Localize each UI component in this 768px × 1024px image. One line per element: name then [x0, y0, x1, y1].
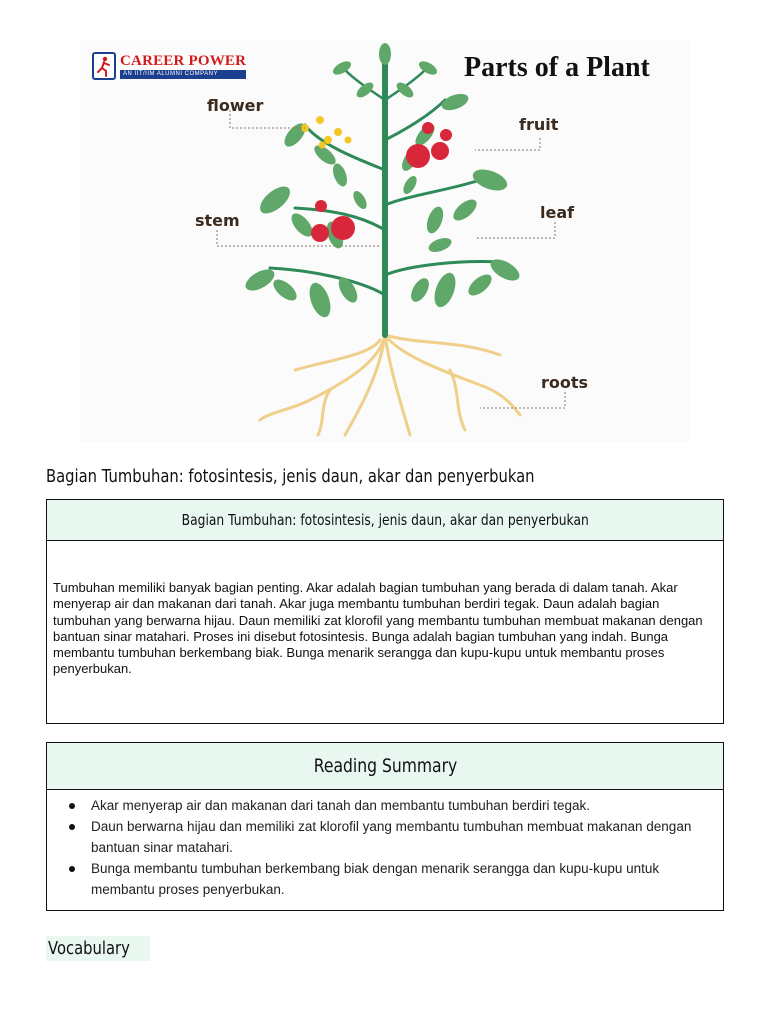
label-stem: stem — [195, 211, 240, 230]
plant-illustration — [80, 40, 690, 442]
label-fruit: fruit — [519, 115, 559, 134]
bullet-icon — [69, 866, 75, 872]
career-power-logo — [92, 52, 246, 80]
runner-logo-icon — [92, 52, 116, 80]
roots-drawing — [260, 335, 520, 435]
passage-box-title: Bagian Tumbuhan: fotosintesis, jenis daun, akar dan penyerbukan — [181, 511, 589, 529]
bullet-icon — [69, 803, 75, 809]
diagram-title: Parts of a Plant — [464, 52, 650, 83]
summary-item: Akar menyerap air dan makanan dari tanah dan membantu tumbuhan berdiri tegak. — [47, 795, 723, 816]
vocabulary-heading: Vocabulary — [46, 936, 150, 961]
label-leaf: leaf — [540, 203, 575, 222]
summary-box-title: Reading Summary — [313, 755, 457, 777]
summary-box-header — [47, 743, 723, 790]
logo-tagline: AN IIT/IIM ALUMNI COMPANY — [120, 70, 246, 79]
section-heading: Bagian Tumbuhan: fotosintesis, jenis daun, akar dan penyerbukan — [46, 466, 535, 487]
bullet-icon — [69, 824, 75, 830]
logo-name: CAREER POWER — [120, 52, 247, 69]
passage-box-header — [47, 500, 723, 541]
passage-text: Tumbuhan memiliki banyak bagian penting. Akar adalah bagian tumbuhan yang berada di dalam tanah. Akar menyerap air dan makanan dari tanah. Akar juga membantu tumbuhan berdiri tegak. Daun adalah bagian tumbuhan yang berwarna hijau. Daun memiliki zat klorofil yang membantu tumbuhan membuat makanan dengan bantuan sinar matahari. Proses ini disebut fotosintesis. Bunga adalah bagian tumbuhan yang indah. Bunga membantu tumbuhan berkembang biak. Bunga menarik serangga dan kupu-kupu untuk membantu proses penyerbukan. — [53, 580, 703, 677]
label-flower: flower — [207, 96, 264, 115]
label-roots: roots — [541, 373, 589, 392]
summary-item: Bunga membantu tumbuhan berkembang biak dengan menarik serangga dan kupu-kupu untuk membantu proses penyerbukan. — [47, 858, 723, 900]
summary-item: Daun berwarna hijau dan memiliki zat klorofil yang membantu tumbuhan membuat makanan dengan bantuan sinar matahari. — [47, 816, 723, 858]
passage-box — [46, 499, 724, 724]
summary-list — [47, 795, 723, 900]
summary-box — [46, 742, 724, 911]
plant-diagram — [80, 40, 690, 442]
